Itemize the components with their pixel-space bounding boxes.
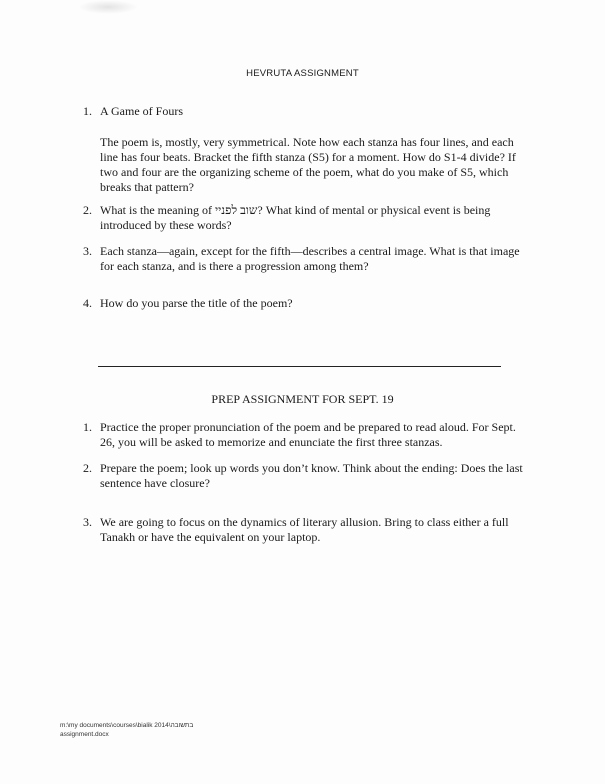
prep-item-1-line-2: 26, you will be asked to memorize and enunciate the first three stanzas. — [100, 435, 443, 449]
item-number: 2. — [83, 461, 92, 475]
item-number: 1. — [83, 104, 92, 118]
prep-item-2-line-2: sentence have closure? — [100, 476, 210, 490]
item-number: 3. — [83, 244, 92, 258]
item-number: 2. — [83, 203, 92, 217]
item-text-line-1: We are going to focus on the dynamics of literary allusion. Bring to class either a full — [100, 515, 509, 529]
item-text-line-1: Practice the proper pronunciation of the poem and be prepared to read aloud. For Sept. — [100, 420, 516, 434]
footer-path: m:\my documents\courses\bialik 2014\בתשובה — [60, 722, 194, 729]
hebrew-phrase: שוב לפניי — [214, 203, 258, 217]
file-path-footer — [60, 721, 193, 739]
item-text-line-1 — [100, 203, 490, 218]
item-number: 3. — [83, 515, 92, 529]
prep-heading: PREP ASSIGNMENT FOR SEPT. 19 — [211, 392, 394, 406]
item-text-line-1: Each stanza—again, except for the fifth—describes a central image. What is that image — [100, 244, 520, 258]
hevruta-item-1-line-2: line has four beats. Bracket the fifth stanza (S5) for a moment. How do S1-4 divide? If — [100, 150, 516, 164]
hevruta-item-1-line-3: two and four are the organizing scheme of the poem, what do you make of S5, which — [100, 165, 509, 179]
hevruta-item-1-line-4: breaks that pattern? — [100, 180, 194, 194]
hevruta-item-1-line-1: The poem is, mostly, very symmetrical. Note how each stanza has four lines, and each — [100, 135, 514, 149]
hevruta-heading: HEVRUTA ASSIGNMENT — [246, 68, 359, 79]
item-text-pre: What is the meaning of — [100, 203, 215, 217]
prep-item-3-line-2: Tanakh or have the equivalent on your laptop. — [100, 530, 321, 544]
footer-filename: assignment.docx — [60, 731, 109, 738]
scan-smudge — [78, 0, 138, 14]
item-number: 4. — [83, 296, 92, 310]
item-number: 1. — [83, 420, 92, 434]
item-text-line-1: How do you parse the title of the poem? — [100, 296, 293, 310]
hevruta-item-2-line-2: introduced by these words? — [100, 218, 232, 232]
item-title: A Game of Fours — [100, 104, 183, 118]
section-divider — [98, 366, 501, 367]
item-text-line-1: Prepare the poem; look up words you don’t know. Think about the ending: Does the last — [100, 461, 523, 475]
hevruta-item-3-line-2: for each stanza, and is there a progression among them? — [100, 259, 369, 273]
item-text-post: ? What kind of mental or physical event is being — [257, 203, 491, 217]
